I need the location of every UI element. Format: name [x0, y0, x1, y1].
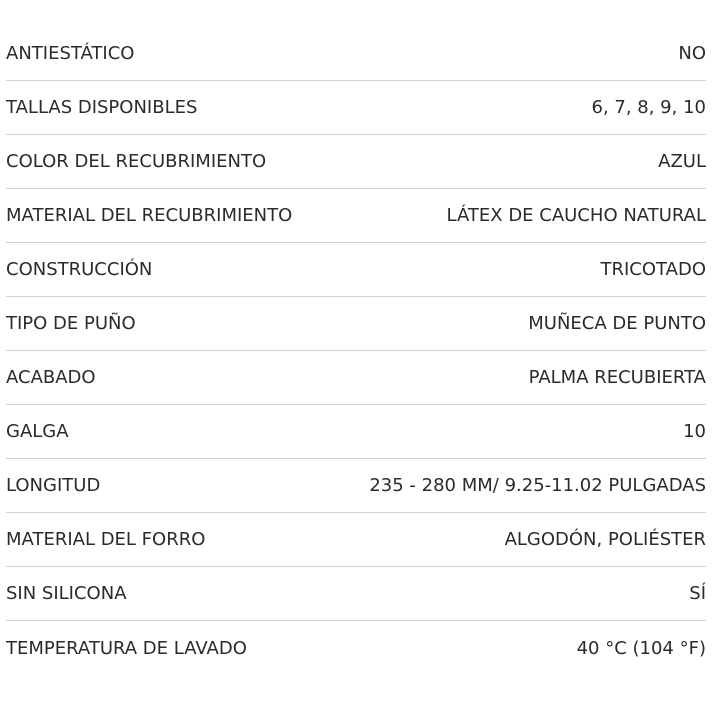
spec-value: ALGODÓN, POLIÉSTER [504, 529, 706, 550]
spec-value: MUÑECA DE PUNTO [528, 313, 706, 334]
spec-value: 6, 7, 8, 9, 10 [591, 97, 706, 118]
spec-label: SIN SILICONA [6, 583, 127, 604]
spec-label: MATERIAL DEL RECUBRIMIENTO [6, 205, 293, 226]
spec-label: ANTIESTÁTICO [6, 43, 135, 64]
spec-value: LÁTEX DE CAUCHO NATURAL [446, 205, 706, 226]
spec-label: MATERIAL DEL FORRO [6, 529, 206, 550]
spec-label: TEMPERATURA DE LAVADO [6, 637, 247, 659]
spec-label: LONGITUD [6, 475, 101, 496]
spec-row-construccion [6, 243, 706, 297]
spec-row-antiestatico [6, 27, 706, 81]
spec-label: GALGA [6, 421, 69, 442]
spec-value: 235 - 280 MM/ 9.25-11.02 PULGADAS [369, 475, 706, 496]
spec-label: TALLAS DISPONIBLES [6, 97, 198, 118]
spec-row-galga [6, 405, 706, 459]
spec-row-tallas [6, 81, 706, 135]
spec-label: TIPO DE PUÑO [6, 313, 136, 334]
spec-value: NO [678, 43, 706, 64]
spec-value: AZUL [658, 151, 706, 172]
spec-value: 10 [683, 421, 706, 442]
spec-row-acabado [6, 351, 706, 405]
spec-row-material-recubrimiento [6, 189, 706, 243]
spec-label: COLOR DEL RECUBRIMIENTO [6, 151, 267, 172]
spec-row-material-forro [6, 513, 706, 567]
spec-value: PALMA RECUBIERTA [528, 367, 706, 388]
spec-row-longitud [6, 459, 706, 513]
spec-value: 40 °C (104 °F) [576, 637, 706, 659]
spec-row-color [6, 135, 706, 189]
spec-row-temperatura-lavado [6, 621, 706, 675]
spec-label: ACABADO [6, 367, 96, 388]
spec-label: CONSTRUCCIÓN [6, 259, 153, 280]
spec-row-sin-silicona [6, 567, 706, 621]
spec-row-tipo-puno [6, 297, 706, 351]
spec-table [6, 27, 706, 675]
spec-value: SÍ [689, 583, 706, 604]
spec-value: TRICOTADO [600, 259, 706, 280]
